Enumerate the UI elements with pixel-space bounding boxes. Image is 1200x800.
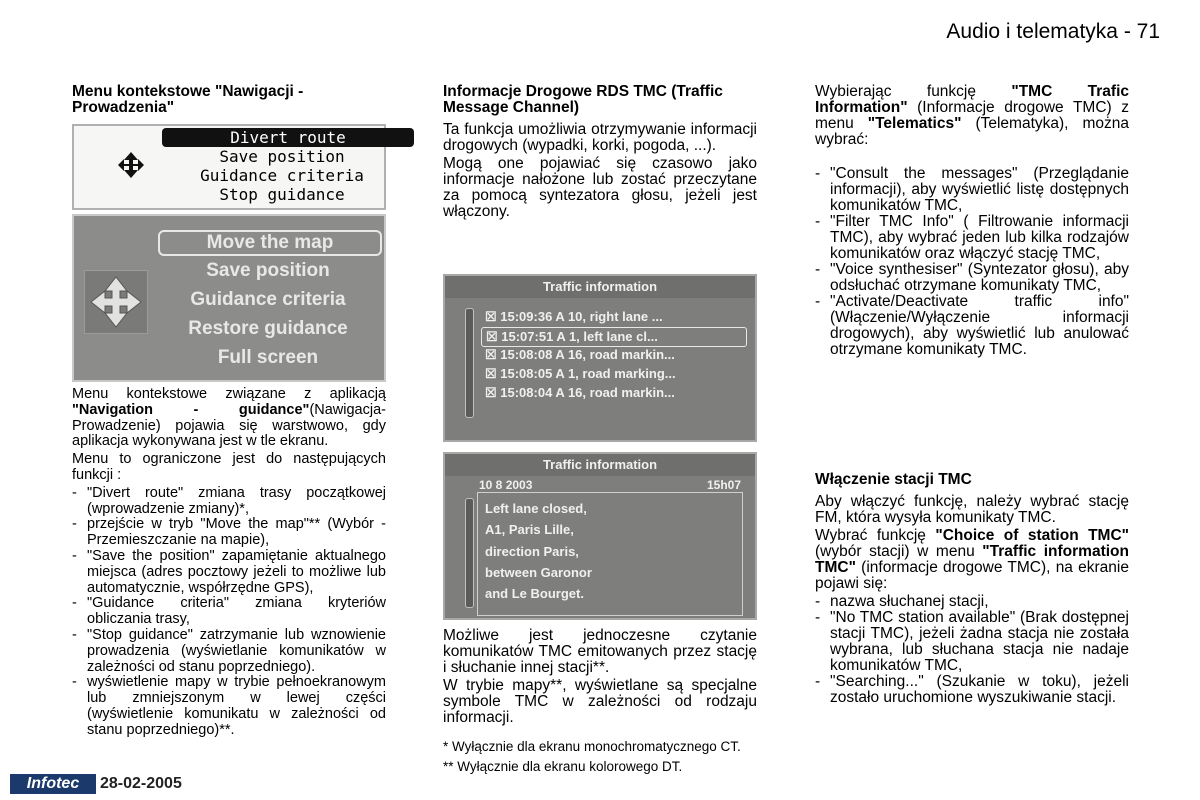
col3-top (815, 84, 1129, 358)
col3-bold: "Choice of station TMC" (935, 527, 1129, 544)
para1-text-c: (Nawigacja-Prowadzenie) pojawia się warstwowo, gdy aplikacja wykonywana jest w tle ekranu. (72, 401, 386, 450)
col3-para3 (815, 528, 1129, 592)
para1-text-b: "Navigation - guidance" (72, 401, 310, 418)
col1-para1 (72, 387, 386, 450)
mono-menu-item-divert[interactable]: Divert route (162, 128, 414, 147)
nav-menu-item-restore[interactable]: Restore guidance (188, 318, 348, 339)
message-line: direction Paris, (485, 543, 579, 559)
footer-date: 28-02-2005 (100, 775, 182, 792)
list-item: - "Save the position" zapamiętanie aktualnego miejsca (adres pocztowy jeżeli to możliwe lub automatycznie, współrzędne GPS), (72, 549, 386, 596)
navigation-arrows-icon (116, 150, 146, 180)
para1-text-a: Menu kontekstowe związane z aplikacją (72, 386, 386, 402)
list-item: - wyświetlenie mapy w trybie pełnoekranowym lub zmniejszonym w lewej części (wyświetlenie komunikatu w zależności od stanu poprzedniego)**. (72, 675, 386, 738)
col1-para2: Menu to ograniczone jest do następujących funkcji : (72, 451, 386, 483)
traffic-list-title: Traffic information (445, 276, 755, 298)
col3-text: Wybrać funkcję (815, 527, 936, 544)
footnote-1: * Wyłącznie dla ekranu monochromatycznego CT. (443, 739, 741, 754)
traffic-detail-screen (443, 452, 757, 620)
col2-top (443, 84, 757, 222)
nav-menu-item-save[interactable]: Save position (206, 260, 330, 281)
footnote-2: ** Wyłącznie dla ekranu kolorowego DT. (443, 759, 683, 774)
list-item: - "No TMC station available" (Brak dostępnej stacji TMC), jeżeli żadna stacja nie została wybrana, lub słuchana stacja nie nadaje komunikatów TMC, (815, 610, 1129, 674)
scrollbar[interactable] (465, 308, 474, 418)
col2-para2: Mogą one pojawiać się czasowo jako informacje nałożone lub zostać przeczytane za pomocą syntezatora głosu, jeżeli jest włączony. (443, 155, 757, 220)
col2-para4: W trybie mapy**, wyświetlane są specjalne symbole TMC w zależności od rodzaju informacji. (443, 677, 757, 726)
traffic-detail-title: Traffic information (445, 454, 755, 476)
col3-text: (informacje drogowe TMC), na ekranie pojawi się: (815, 559, 1129, 592)
message-line: Left lane closed, (485, 501, 587, 516)
traffic-message (485, 498, 592, 604)
message-line: between Garonor (485, 564, 592, 580)
traffic-row[interactable]: ☒ 15:08:05 A 1, road marking... (485, 366, 676, 381)
list-item: - nazwa słuchanej stacji, (815, 594, 1129, 610)
col3-para2: Aby włączyć funkcję, należy wybrać stację FM, która wysyła komunikaty TMC. (815, 493, 1129, 526)
list-item: - przejście w tryb "Move the map"** (Wybór - Przemieszczanie na mapie), (72, 517, 386, 549)
list-item: - "Activate/Deactivate traffic info" (Włączenie/Wyłączenie informacji drogowych), aby wyświetlić lub anulować otrzymane komunikaty TMC. (815, 294, 1129, 358)
navigation-icon-box (84, 270, 148, 334)
list-item: - "Guidance criteria" zmiana kryteriów obliczania trasy, (72, 596, 386, 628)
col2-para3: Możliwe jest jednoczesne czytanie komunikatów TMC emitowanych przez stację i słuchanie innej stacji**. (443, 627, 757, 676)
page-header: Audio i telematyka - 71 (946, 20, 1160, 43)
nav-menu-item-fullscreen[interactable]: Full screen (217, 347, 319, 368)
nav-menu-heading: Menu kontekstowe "Nawigacji - Prowadzenia" (72, 83, 304, 116)
col3-text: Wybierając funkcję (815, 83, 1012, 100)
list-item: - "Searching..." (Szukanie w toku), jeżeli zostało uruchomione wyszukiwanie stacji. (815, 674, 1129, 706)
tmc-heading: Informacje Drogowe RDS TMC (Traffic Message Channel) (443, 83, 723, 116)
col3-list2 (815, 594, 1129, 706)
traffic-row[interactable]: ☒ 15:08:04 A 16, road markin... (485, 385, 675, 400)
mono-menu-item-stop[interactable]: Stop guidance (219, 185, 345, 204)
mono-menu-item-criteria[interactable]: Guidance criteria (200, 166, 364, 185)
color-nav-screen (72, 214, 386, 382)
scrollbar[interactable] (465, 498, 474, 608)
traffic-row[interactable]: ☒ 15:09:36 A 10, right lane ... (485, 309, 663, 324)
nav-menu-item-criteria[interactable]: Guidance criteria (190, 289, 346, 310)
col1-text (72, 387, 386, 739)
col2-bottom (443, 628, 757, 728)
col3-bottom (815, 472, 1129, 706)
col3-text: (wybór stacji) w menu (815, 543, 983, 560)
traffic-row[interactable]: ☒ 15:08:08 A 16, road markin... (485, 347, 675, 362)
col3-para1 (815, 84, 1129, 148)
col3-list (815, 166, 1129, 358)
col3-bold: "TMC Trafic Information" (815, 83, 1129, 116)
col3-bold: "Traffic information TMC" (815, 543, 1129, 576)
nav-menu-item-move-map[interactable]: Move the map (158, 230, 382, 256)
mono-screen (72, 124, 386, 210)
message-line: A1, Paris Lille, (485, 522, 574, 538)
list-item: - "Divert route" zmiana trasy początkowej (wprowadzenie zmiany)*, (72, 486, 386, 518)
col1-list (72, 486, 386, 739)
col3-text: (Informacje drogowe TMC) z menu (815, 99, 1129, 132)
list-item: - "Stop guidance" zatrzymanie lub wznowienie prowadzenia (wyświetlanie komunikatów w zależności od stanu poprzedniego). (72, 628, 386, 675)
infotec-logo: Infotec (10, 774, 96, 794)
list-item: - "Filter TMC Info" ( Filtrowanie informacji TMC), aby wybrać jeden lub kilka rodzajów komunikatów oraz włączyć stację TMC, (815, 214, 1129, 262)
message-line: and Le Bourget. (485, 586, 584, 602)
col2-para1: Ta funkcja umożliwia otrzymywanie informacji drogowych (wypadki, korki, pogoda, ...). (443, 121, 757, 154)
col3-bold: "Telematics" (867, 115, 962, 132)
navigation-arrows-icon (85, 271, 147, 333)
traffic-row-selected[interactable]: ☒ 15:07:51 A 1, left lane cl... (481, 327, 747, 347)
list-item: - "Voice synthesiser" (Syntezator głosu), aby odsłuchać otrzymane komunikaty TMC, (815, 262, 1129, 294)
list-item: - "Consult the messages" (Przeglądanie informacji), aby wyświetlić listę dostępnych komunikatów TMC, (815, 166, 1129, 214)
tmc-station-heading: Włączenie stacji TMC (815, 471, 972, 488)
traffic-list-screen (443, 274, 757, 442)
mono-menu-item-save[interactable]: Save position (219, 147, 345, 166)
col3-text: (Telematyka), można wybrać: (815, 115, 1129, 148)
traffic-date: 10 8 2003 (479, 478, 533, 492)
traffic-time: 15h07 (706, 478, 741, 492)
